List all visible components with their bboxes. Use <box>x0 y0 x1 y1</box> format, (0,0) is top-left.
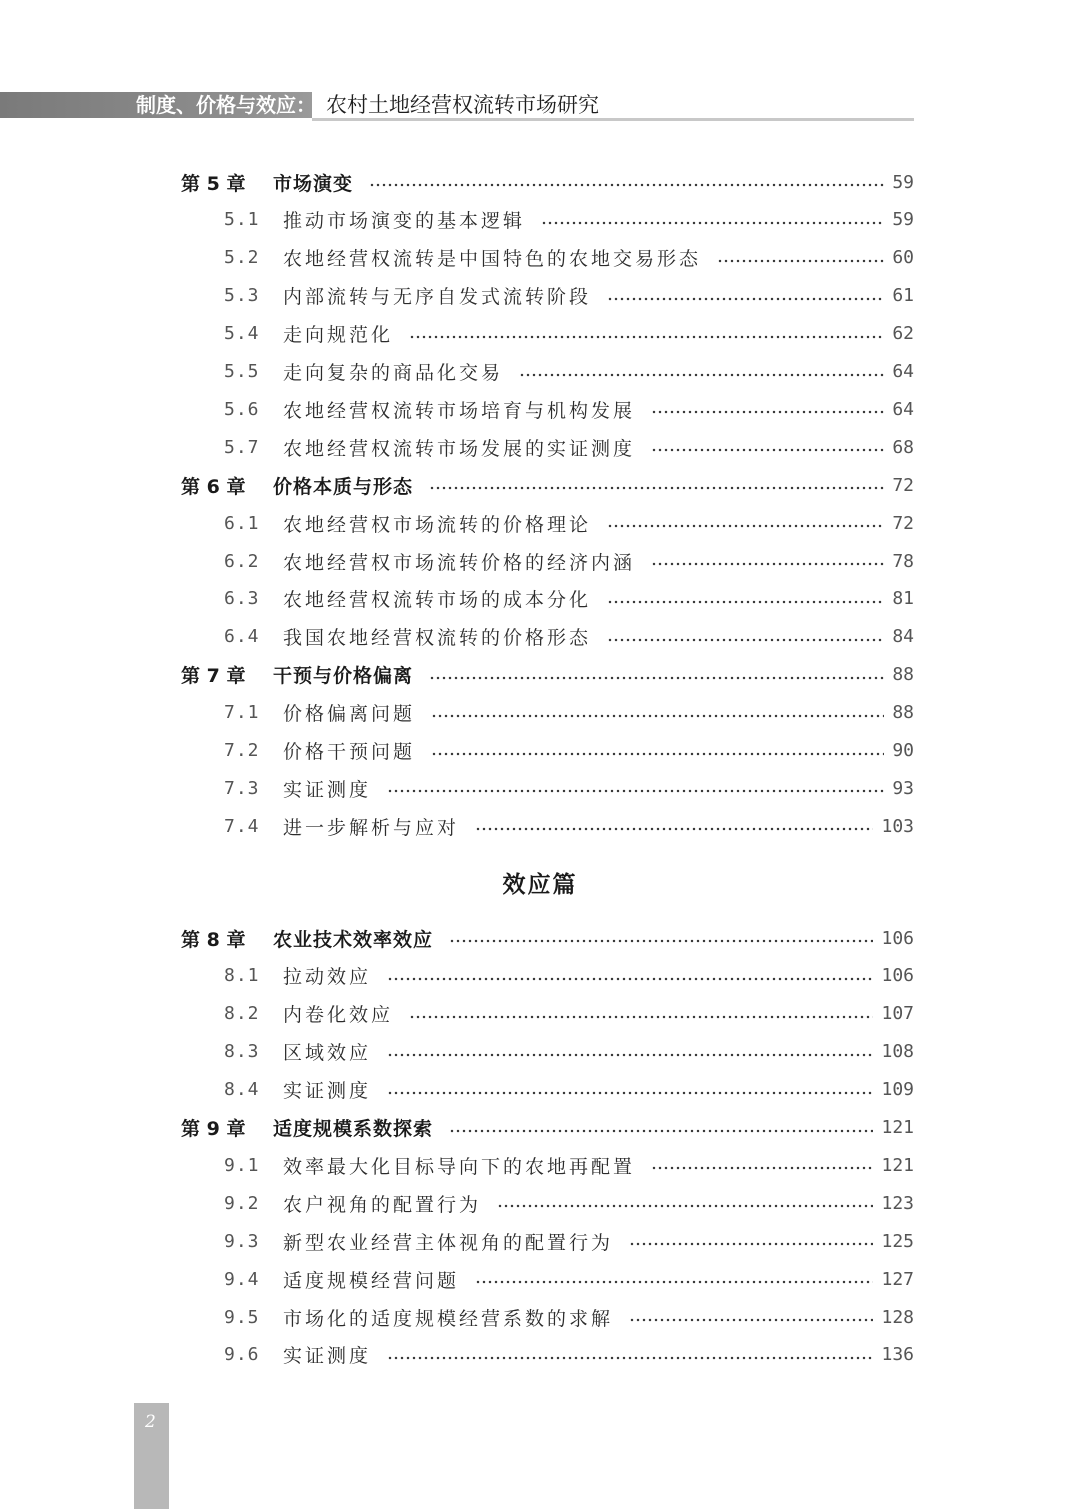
toc-section-row <box>224 1340 914 1370</box>
toc-entry-page: 93 <box>892 777 914 799</box>
toc-entry-title: 农地经营权市场流转价格的经济内涵 <box>283 551 636 574</box>
toc-entry-title: 走向规范化 <box>283 324 394 347</box>
running-header-series: 制度、价格与效应： <box>136 93 316 117</box>
dot-leader <box>387 789 884 793</box>
toc-entry-page: 62 <box>892 323 914 345</box>
toc-entry-title: 市场化的适度规模经营系数的求解 <box>283 1307 614 1330</box>
toc-section-row <box>224 281 914 311</box>
toc-entry-number: 7.1 <box>224 702 260 724</box>
toc-entry-number: 7.4 <box>224 815 260 837</box>
toc-entry-number: 7.3 <box>224 777 260 799</box>
toc-entry-title: 适度规模经营问题 <box>283 1269 460 1292</box>
toc-section-row <box>224 357 914 387</box>
toc-entry-number: 5.1 <box>224 209 260 231</box>
dot-leader <box>409 335 884 339</box>
toc-section-row <box>224 736 914 766</box>
toc-entry-page: 109 <box>881 1079 914 1101</box>
toc-entry-number: 6.2 <box>224 550 260 572</box>
toc-entry-number: 6.4 <box>224 626 260 648</box>
toc-entry-page: 128 <box>881 1306 914 1328</box>
toc-entry-title: 农户视角的配置行为 <box>283 1193 482 1216</box>
dot-leader <box>475 1280 873 1284</box>
dot-leader <box>519 373 884 377</box>
dot-leader <box>387 1091 873 1095</box>
toc-entry-number: 第 5 章 <box>181 172 246 195</box>
toc-section-row <box>224 773 914 803</box>
toc-entry-page: 108 <box>881 1041 914 1063</box>
dot-leader <box>475 827 873 831</box>
dot-leader <box>607 524 884 528</box>
toc-entry-number: 5.6 <box>224 398 260 420</box>
toc-entry-page: 121 <box>881 1117 914 1138</box>
toc-entry-number: 第 7 章 <box>181 665 246 688</box>
toc-entry-page: 84 <box>892 626 914 648</box>
toc-entry-title: 农地经营权流转市场发展的实证测度 <box>283 437 636 460</box>
toc-entry-number: 9.5 <box>224 1306 260 1328</box>
toc-entry-page: 125 <box>881 1230 914 1252</box>
part-heading: 效应篇 <box>502 872 578 898</box>
toc-chapter-row <box>181 167 914 197</box>
toc-entry-page: 136 <box>881 1344 914 1366</box>
toc-entry-number: 9.3 <box>224 1230 260 1252</box>
toc-entry-page: 103 <box>881 815 914 837</box>
toc-section-row <box>224 1037 914 1067</box>
toc-section-row <box>224 432 914 462</box>
toc-entry-page: 72 <box>892 512 914 534</box>
toc-chapter-row <box>181 470 914 500</box>
toc-entry-title: 价格干预问题 <box>283 741 416 763</box>
dot-leader <box>497 1204 873 1208</box>
toc-entry-title: 农地经营权流转市场培育与机构发展 <box>283 399 636 422</box>
dot-leader <box>429 676 884 680</box>
toc-entry-page: 59 <box>892 209 914 231</box>
toc-entry-page: 68 <box>892 436 914 458</box>
dot-leader <box>431 752 884 756</box>
toc-entry-page: 81 <box>892 588 914 610</box>
toc-section-row <box>224 1302 914 1332</box>
toc-entry-page: 107 <box>881 1003 914 1025</box>
dot-leader <box>651 410 884 414</box>
toc-entry-title: 走向复杂的商品化交易 <box>283 362 504 384</box>
toc-entry-title: 市场演变 <box>273 172 354 195</box>
toc-entry-title: 区域效应 <box>283 1042 372 1065</box>
header-rule <box>312 118 914 121</box>
toc-entry-number: 9.4 <box>224 1268 260 1290</box>
toc-entry-number: 第 8 章 <box>181 928 246 951</box>
toc-entry-page: 60 <box>892 247 914 269</box>
toc-chapter-row <box>181 660 914 690</box>
toc-entry-page: 64 <box>892 361 914 382</box>
toc-section-row <box>224 1188 914 1218</box>
toc-section-row <box>224 811 914 841</box>
toc-entry-title: 实证测度 <box>283 1080 372 1103</box>
toc-entry-title: 内卷化效应 <box>283 1004 394 1027</box>
toc-entry-number: 7.2 <box>224 740 260 761</box>
toc-entry-page: 106 <box>881 965 914 987</box>
dot-leader <box>651 562 884 566</box>
toc-entry-title: 内部流转与无序自发式流转阶段 <box>283 286 592 309</box>
toc-entry-number: 5.7 <box>224 436 260 458</box>
toc-entry-title: 我国农地经营权流转的价格形态 <box>283 627 592 650</box>
toc-entry-page: 61 <box>892 285 914 307</box>
toc-entry-title: 农地经营权流转市场的成本分化 <box>283 589 592 612</box>
toc-section-row <box>224 1150 914 1180</box>
toc-entry-page: 121 <box>881 1154 914 1176</box>
toc-entry-page: 64 <box>892 398 914 420</box>
toc-entry-title: 新型农业经营主体视角的配置行为 <box>283 1231 614 1254</box>
dot-leader <box>607 297 884 301</box>
toc-entry-title: 实证测度 <box>283 778 372 801</box>
toc-entry-number: 8.3 <box>224 1041 260 1063</box>
toc-entry-title: 推动市场演变的基本逻辑 <box>283 210 526 233</box>
toc-entry-title: 干预与价格偏离 <box>273 665 414 688</box>
dot-leader <box>629 1318 873 1322</box>
toc-section-row <box>224 698 914 728</box>
dot-leader <box>607 600 884 604</box>
toc-section-row <box>224 622 914 652</box>
toc-entry-number: 6.1 <box>224 512 260 534</box>
toc-entry-title: 价格本质与形态 <box>273 475 414 498</box>
toc-entry-page: 127 <box>881 1268 914 1290</box>
toc-section-row <box>224 1226 914 1256</box>
toc-entry-title: 价格偏离问题 <box>283 703 416 726</box>
toc-section-row <box>224 319 914 349</box>
toc-section-row <box>224 394 914 424</box>
toc-entry-title: 农地经营权市场流转的价格理论 <box>283 513 592 536</box>
dot-leader <box>369 183 884 187</box>
toc-entry-title: 农地经营权流转是中国特色的农地交易形态 <box>283 248 702 271</box>
toc-entry-number: 8.2 <box>224 1003 260 1025</box>
toc-entry-title: 适度规模系数探索 <box>273 1118 434 1140</box>
page-number: 2 <box>145 1412 156 1432</box>
toc-entry-title: 农业技术效率效应 <box>273 928 434 951</box>
toc-entry-title: 实证测度 <box>283 1345 372 1368</box>
toc-entry-number: 5.5 <box>224 361 260 382</box>
toc-entry-number: 6.3 <box>224 588 260 610</box>
toc-entry-number: 第 9 章 <box>181 1118 246 1140</box>
dot-leader <box>629 1242 873 1246</box>
toc-entry-page: 88 <box>892 702 914 724</box>
dot-leader <box>607 638 884 642</box>
toc-entry-number: 9.6 <box>224 1344 260 1366</box>
toc-entry-number: 8.4 <box>224 1079 260 1101</box>
toc-entry-title: 拉动效应 <box>283 966 372 989</box>
toc-section-row <box>224 508 914 538</box>
dot-leader <box>449 939 873 943</box>
toc-entry-title: 效率最大化目标导向下的农地再配置 <box>283 1155 636 1178</box>
dot-leader <box>429 486 884 490</box>
toc-section-row <box>224 584 914 614</box>
toc-entry-number: 第 6 章 <box>181 475 246 498</box>
dot-leader <box>651 1166 873 1170</box>
toc-entry-page: 106 <box>881 927 914 949</box>
dot-leader <box>387 977 873 981</box>
toc-entry-number: 9.2 <box>224 1192 260 1214</box>
toc-entry-page: 88 <box>892 664 914 686</box>
dot-leader <box>431 714 884 718</box>
dot-leader <box>651 448 884 452</box>
toc-entry-page: 123 <box>881 1192 914 1214</box>
toc-entry-page: 90 <box>892 740 914 761</box>
toc-section-row <box>224 205 914 235</box>
toc-section-row <box>224 1075 914 1105</box>
dot-leader <box>387 1053 873 1057</box>
dot-leader <box>541 221 884 225</box>
toc-section-row <box>224 243 914 273</box>
dot-leader <box>409 1015 873 1019</box>
toc-entry-page: 72 <box>892 474 914 496</box>
toc-entry-number: 5.4 <box>224 323 260 345</box>
toc-section-row <box>224 999 914 1029</box>
toc-chapter-row <box>181 1113 914 1143</box>
toc-chapter-row <box>181 923 914 953</box>
toc-entry-number: 9.1 <box>224 1154 260 1176</box>
toc-entry-title: 进一步解析与应对 <box>283 816 460 839</box>
toc-section-row <box>224 961 914 991</box>
dot-leader <box>717 259 884 263</box>
toc-entry-number: 5.2 <box>224 247 260 269</box>
toc-entry-page: 59 <box>892 171 914 193</box>
toc-entry-page: 78 <box>892 550 914 572</box>
toc-entry-number: 8.1 <box>224 965 260 987</box>
dot-leader <box>387 1356 873 1360</box>
toc-section-row <box>224 546 914 576</box>
toc-entry-number: 5.3 <box>224 285 260 307</box>
toc-section-row <box>224 1264 914 1294</box>
running-header-title: 农村土地经营权流转市场研究 <box>326 93 599 117</box>
dot-leader <box>449 1129 873 1133</box>
